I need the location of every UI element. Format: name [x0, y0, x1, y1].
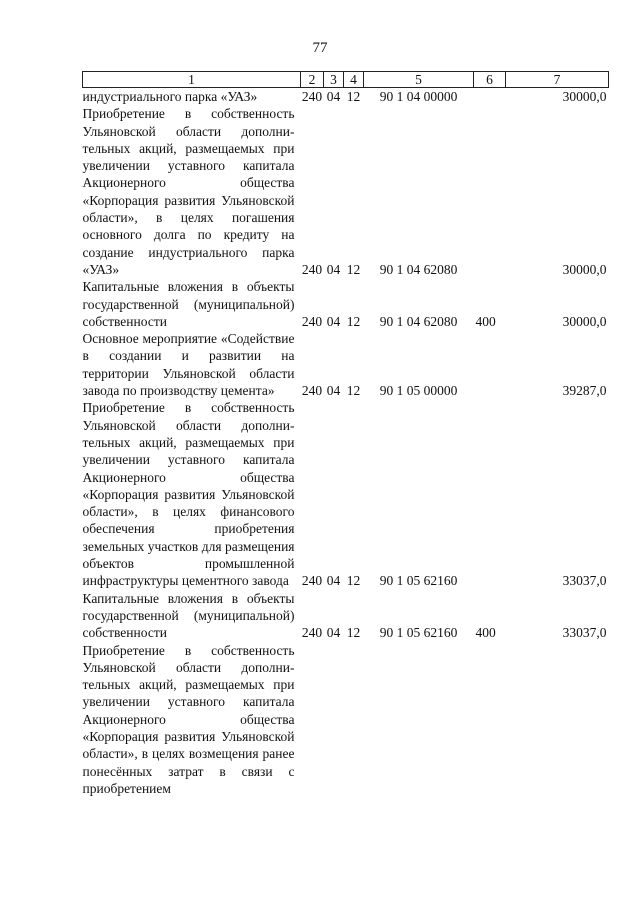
row-expense-type [474, 88, 506, 106]
row-expense-type [474, 330, 506, 399]
row-subsection: 12 [346, 261, 361, 277]
row-name: Приобретение в собственность Ульяновской области дополнительных акций, размещаемых при увеличении уставного капитала Акционерного общества «Корпорация развития Ульяновской области», в целях погашения основного долга по кредиту на создание индустриального парка «УАЗ» [82, 106, 295, 277]
row-subsection: 12 [346, 313, 361, 329]
row-subsection: 12 [346, 89, 361, 104]
row-subsection: 12 [346, 383, 361, 399]
row-name: Капитальные вложения в объекты государственной (муниципальной) собственности [82, 279, 295, 329]
row-ministry-code: 240 [301, 89, 323, 104]
table-row [83, 278, 609, 330]
row-section [324, 642, 344, 798]
row-expense-type [474, 642, 506, 798]
row-amount: 39287,0 [562, 383, 607, 399]
row-target-article: 90 1 05 00000 [379, 383, 458, 399]
row-target-article: 90 1 05 62160 [379, 573, 458, 589]
row-ministry-code: 240 [301, 573, 323, 589]
row-amount: 33037,0 [562, 625, 607, 641]
row-expense-type [474, 105, 506, 278]
row-target-article: 90 1 04 00000 [379, 89, 458, 104]
row-subsection: 12 [346, 625, 361, 641]
row-ministry-code: 240 [301, 313, 323, 329]
row-section: 04 [326, 383, 341, 399]
row-amount: 30000,0 [562, 261, 607, 277]
row-section: 04 [326, 573, 341, 589]
header-col-3: 3 [324, 72, 344, 88]
row-target-article: 90 1 04 62080 [379, 261, 458, 277]
header-col-5: 5 [364, 72, 474, 88]
header-col-6: 6 [474, 72, 506, 88]
row-subsection: 12 [346, 573, 361, 589]
row-name: индустриального парка «УАЗ» [82, 89, 258, 104]
header-col-4: 4 [344, 72, 364, 88]
row-expense-type [474, 399, 506, 589]
header-col-7: 7 [506, 72, 609, 88]
row-section: 04 [326, 261, 341, 277]
header-col-1: 1 [83, 72, 301, 88]
row-name: Приобретение в собственность Ульяновской области дополнительных акций, размещаемых при увеличении уставного капитала Акционерного общества «Корпорация развития Ульяновской области», в целях финансового обеспечения приобретения земельных участков для размещения объектов промышленной инфраструктуры цементного завода [82, 400, 295, 589]
row-target-article: 90 1 05 62160 [379, 625, 458, 641]
table-row [83, 590, 609, 642]
row-amount [506, 642, 609, 798]
budget-table [82, 71, 609, 797]
row-ministry-code [301, 642, 324, 798]
page-number: 77 [312, 40, 328, 56]
table-header-row [83, 72, 609, 88]
table-row [83, 330, 609, 399]
row-target-article [364, 642, 474, 798]
row-name: Основное мероприятие «Содействие в создании и развитии на территории Ульяновской области завода по производству цемента» [82, 331, 295, 399]
table-row [83, 88, 609, 106]
row-name: Приобретение в собственность Ульяновской области дополнительных акций, размещаемых при увеличении уставного капитала Акционерного общества «Корпорация развития Ульяновской области», в целях возмещения ранее понесённых затрат в связи с приобретением [82, 642, 295, 796]
row-section: 04 [326, 313, 341, 329]
row-section: 04 [326, 89, 341, 104]
row-ministry-code: 240 [301, 261, 323, 277]
row-ministry-code: 240 [301, 625, 323, 641]
row-expense-type: 400 [475, 625, 496, 641]
table-row [83, 642, 609, 798]
header-col-2: 2 [301, 72, 324, 88]
table-row [83, 105, 609, 278]
row-expense-type: 400 [475, 313, 496, 329]
row-subsection [344, 642, 364, 798]
row-amount: 30000,0 [562, 313, 607, 329]
row-amount: 33037,0 [562, 573, 607, 589]
table-row [83, 399, 609, 589]
row-target-article: 90 1 04 62080 [379, 313, 458, 329]
row-name: Капитальные вложения в объекты государственной (муниципальной) собственности [82, 590, 295, 641]
row-ministry-code: 240 [301, 383, 323, 399]
row-section: 04 [326, 625, 341, 641]
row-amount: 30000,0 [562, 89, 607, 104]
